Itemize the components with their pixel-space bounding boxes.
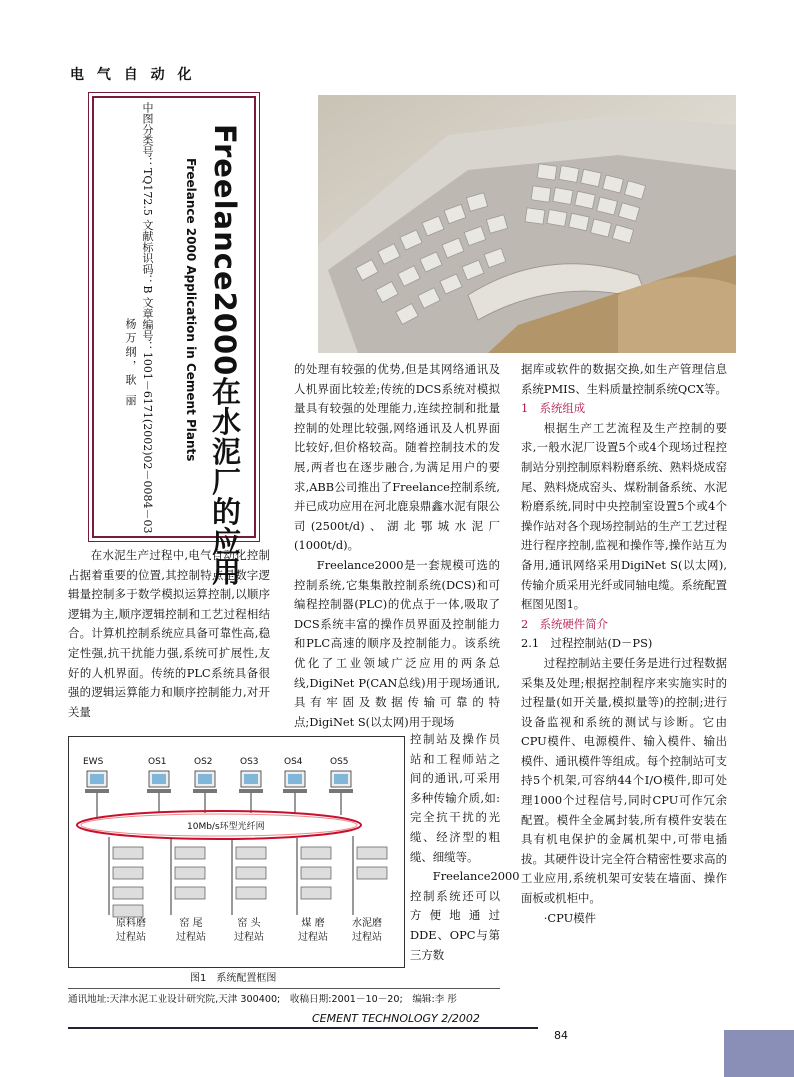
journal-divider — [68, 1027, 538, 1029]
cpu-module-bullet: ·CPU模件 — [543, 910, 596, 925]
node-label-os5: OS5 — [330, 757, 349, 767]
heading-process-station: 2.1 过程控制站(D－PS) — [521, 636, 653, 651]
station-kiln-tail: 窑 尾 过程站 — [176, 918, 206, 943]
heading-hardware: 2 系统硬件简介 — [521, 616, 608, 631]
title-box — [92, 96, 256, 587]
classification-line: 中图分类号：TQ172.5 文献标识码：B 文章编号：1001－6171(2002)02－0084－03 — [141, 102, 154, 534]
chinese-title: Freelance2000在水泥厂的应用 — [208, 124, 242, 587]
column-2 — [294, 360, 500, 732]
node-label-os3: OS3 — [240, 757, 259, 767]
node-label-os4: OS4 — [284, 757, 303, 767]
col3-paragraph-1: 据库或软件的数据交换,如生产管理信息系统PMIS、生料质量控制系统QCX等。 — [521, 362, 727, 396]
node-label-os1: OS1 — [148, 757, 167, 767]
corner-bar — [724, 1030, 794, 1077]
col2-paragraph-2: Freelance2000是一套规模可选的控制系统,它集集散控制系统(DCS)和可编程控制器(PLC)的优点于一体,吸取了DCS系统丰富的操作员界面及控制能力和PLC高速的顺序及控制能力。该系统优化了工业领域广泛应用的两条总线,DigiNet P(CAN总线)用于现场通讯,具有牢固及数据传输可靠的特点;DigiNet S(以太网)用于现场 — [294, 557, 500, 729]
col1-paragraph-1: 在水泥生产过程中,电气自动化控制占据着重要的位置,其控制特点是数字逻辑量控制多于数学模拟运算控制,以顺序逻辑为主,顺序逻辑控制和工艺过程相结合。计算机控制系统应具备可靠性高,稳定性强,抗干扰能力强,系统可扩展性,友好的人机界面。传统的PLC系统具备很强的逻辑运算能力和顺序控制能力,对开关量 — [68, 548, 270, 719]
column-3 — [521, 360, 727, 928]
node-label-os2: OS2 — [194, 757, 213, 767]
col3-paragraph-2: 根据生产工艺流程及生产控制的要求,一般水泥厂设置5个或4个现场过程控制站分别控制原料粉磨系统、熟料烧成窑尾、熟料烧成窑头、煤粉制备系统、水泥粉磨系统,同时中央控制室设置5个或4个操作站对各个现场控制站的生产工艺过程进行程序控制,监视和操作等,操作站互为备用,通讯网络采用DigiNet S(以太网),传输介质采用光纤或同轴电缆。系统配置框图见图1。 — [521, 420, 727, 612]
footer-address: 通讯地址:天津水泥工业设计研究院,天津 300400; 收稿日期:2001－10－20; 编辑:李 彤 — [68, 994, 457, 1005]
figure-caption: 图1 系统配置框图 — [190, 973, 277, 984]
station-coal-mill: 煤 磨 过程站 — [298, 918, 328, 943]
ring-label: 10Mb/s环型光纤网 — [187, 822, 265, 832]
station-raw-mill: 原料磨 过程站 — [116, 918, 146, 943]
heading-system-composition: 1 系统组成 — [521, 401, 586, 416]
column-2-narrow — [410, 730, 520, 965]
authors: 杨万纲，耿 丽 — [124, 318, 137, 409]
system-config-figure — [68, 736, 405, 968]
keyboard-photo — [318, 95, 736, 353]
footer-divider — [68, 988, 500, 989]
col2-narrow-paragraph: 控制站及操作员站和工程师站之间的通讯,可采用多种传输介质,如:完全抗干扰的光缆、经济型的粗缆、细缆等。 — [410, 732, 500, 864]
station-cement-mill: 水泥磨 过程站 — [352, 918, 382, 943]
section-label: 电 气 自 动 化 — [70, 67, 196, 83]
page-number: 84 — [554, 1029, 568, 1042]
journal-name: CEMENT TECHNOLOGY 2/2002 — [312, 1012, 480, 1025]
node-label-ews: EWS — [83, 757, 104, 767]
col2-narrow-paragraph-2: Freelance2000控制系统还可以方便地通过DDE、OPC与第三方数 — [410, 869, 520, 962]
column-1 — [68, 546, 270, 722]
col2-paragraph-1: 的处理有较强的优势,但是其网络通讯及人机界面比较差;传统的DCS系统对模拟量具有较强的处理能力,连续控制和批量控制的处理比较强,网络通讯及人机界面比较好,但价格较高。随着控制技术的发展,两者也在逐步融合,为满足用户的要求,ABB公司推出了Freelance控制系统,并已成功应用在河北鹿泉鼎鑫水泥有限公司(2500t/d)、湖北鄂城水泥厂(1000t/d)。 — [294, 362, 500, 553]
station-kiln-head: 窑 头 过程站 — [234, 918, 264, 943]
col3-paragraph-3: 过程控制站主要任务是进行过程数据采集及处理;根据控制程序来实施实时的过程量(如开关量,模拟量等)的控制;进行设备监视和系统的测试与诊断。它由CPU模件、电源模件、输入模件、输出模件、通讯模件等组成。每个控制站可支持5个机架,可容纳44个I/O模件,即可处理1000个过程信号,同时CPU可作冗余配置。模件全金属封装,所有模件安装在具有机电保护的金属机架中,可带电插拔。其硬件设计完全符合精密性要求高的工业应用,系统机架可安装在墙面、操作面板或机柜中。 — [521, 655, 727, 906]
english-title: Freelance 2000 Application in Cement Plants — [184, 158, 198, 462]
